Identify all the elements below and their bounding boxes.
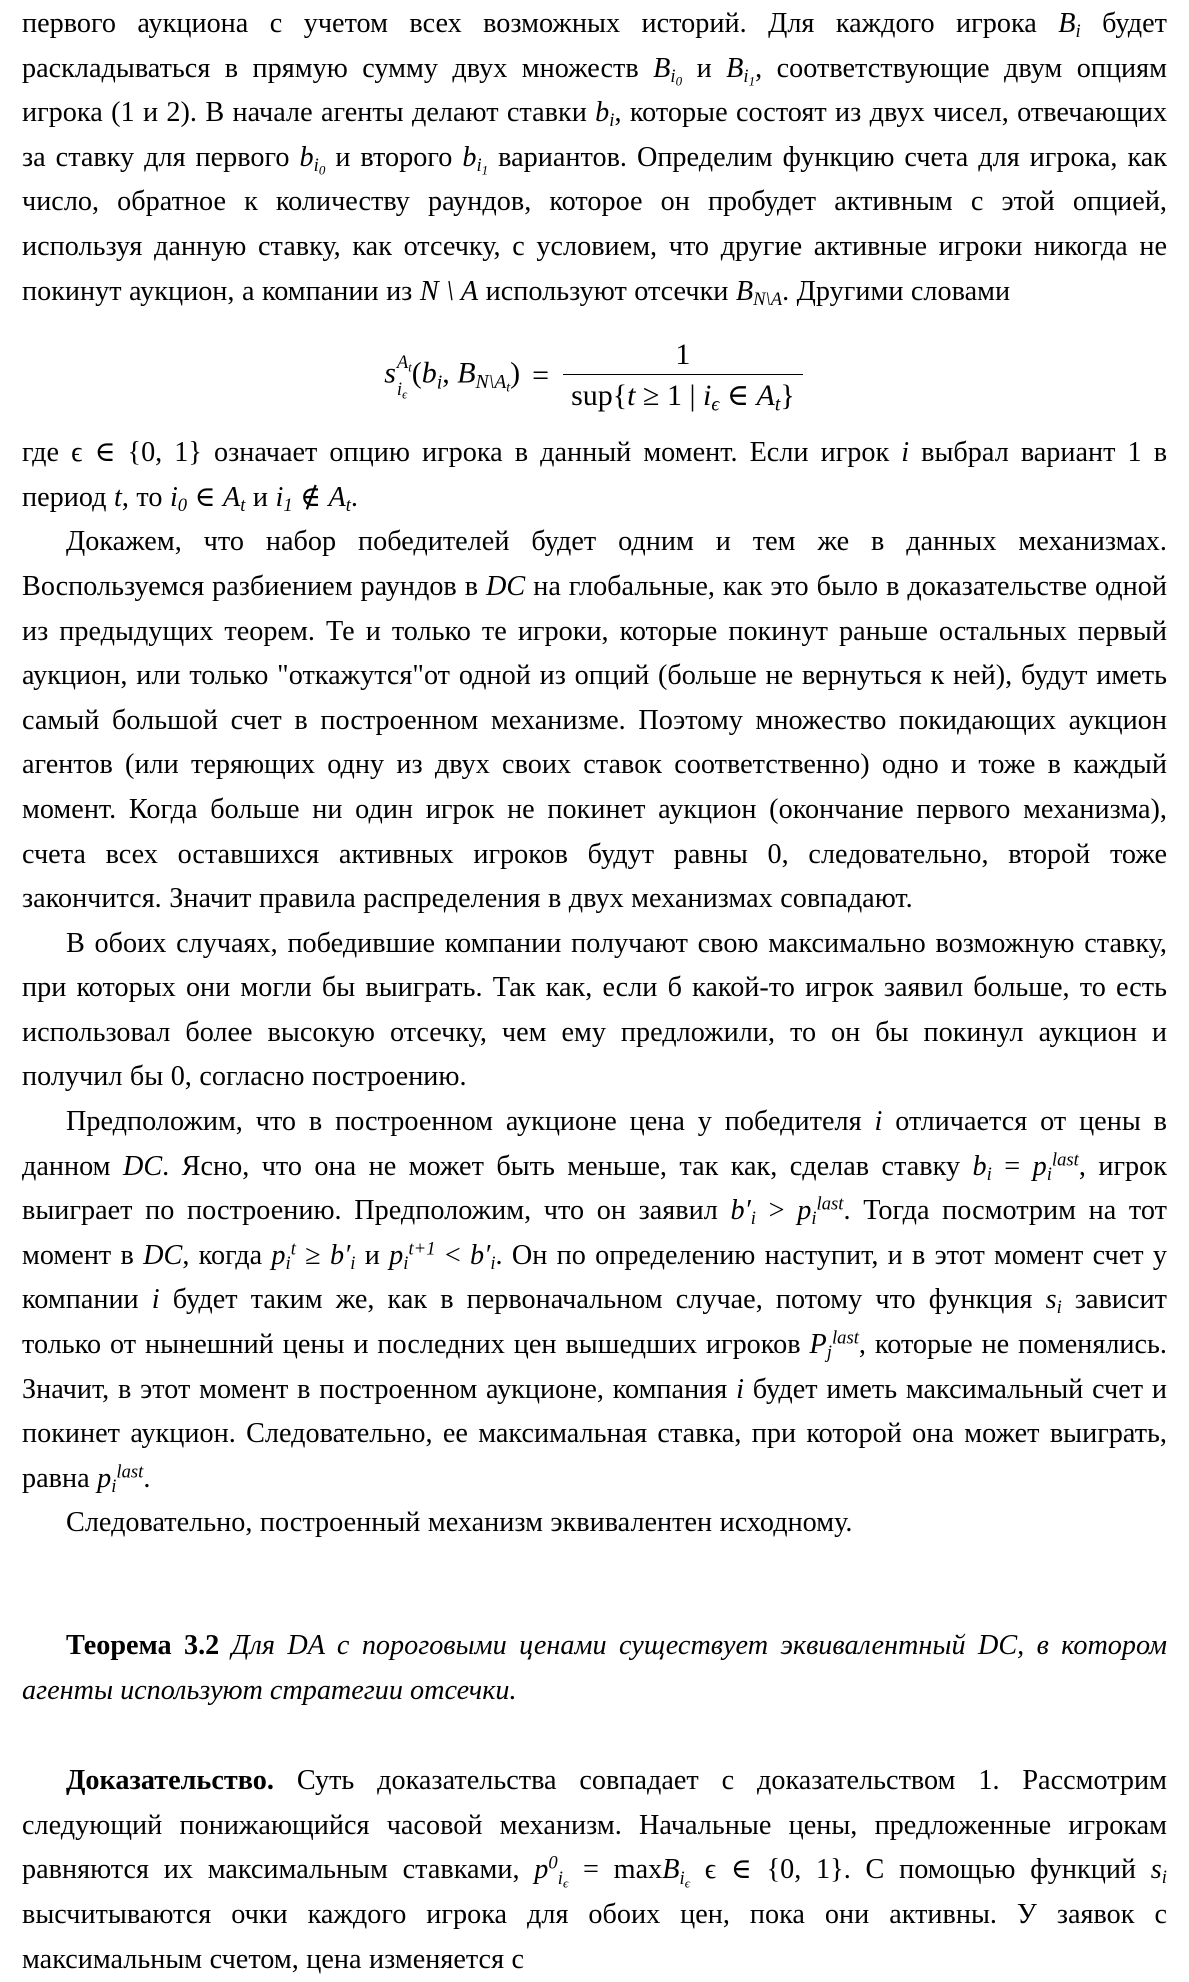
text-run: высчитываются очки каждого игрока для обоих цен, пока они активны. У заявок с максимальным счетом, цена изменяется с: [22, 1898, 1167, 1975]
equals-sign: =: [532, 358, 550, 392]
math-pit-ge-bprime: $p_i^t \ge b'_i$: [271, 1238, 356, 1275]
text-run: где: [22, 437, 72, 469]
text-run: . Тогда посмотрим на тот момент в: [22, 1195, 1167, 1271]
paragraph-3: [22, 520, 1167, 921]
paragraph-5: [22, 1100, 1167, 1501]
math-i: i: [901, 437, 910, 469]
text-run: вариантов. Определим функцию счета для игрока, как число, обратное к количеству раундов, которое он пробудет активным с этой опцией, используя данную ставку, как отсечку, с условием, что другие активные игроки никогда не покинут аукцион, а компании из: [22, 141, 1167, 307]
text-run: . Он по определению наступит, и в этот момент счет у компании: [22, 1239, 1167, 1316]
text-run: . С помощью функций: [843, 1854, 1151, 1886]
text-run: , которые не поменялись. Значит, в этот момент в построенном аукционе, компания: [22, 1329, 1167, 1405]
math-s-i: $s_i$: [1045, 1284, 1062, 1319]
math-B-i: $B_i$: [1058, 8, 1081, 43]
fraction-denominator: sup{t ≥ 1 | $i_\epsilon$ ∈ $A_t$}: [571, 379, 795, 416]
text-run: . Ясно, что она не может быть меньше, так как, сделав ставку: [162, 1150, 973, 1182]
text-run: , в котором агенты используют стратегии отсечки.: [22, 1630, 1167, 1706]
proof-block: [22, 1759, 1167, 1982]
text-run: В обоих случаях, победившие компании получают свою максимально возможную ставку, при которых они могли бы выиграть. Так как, если б какой-то игрок заявил больше, то есть использовал более высокую отсечку, чем ему предложили, то он бы покинул аукцион и получил бы 0, согласно построению.: [22, 927, 1167, 1093]
section-spacer: [22, 1546, 1167, 1624]
text-run: Для: [219, 1630, 288, 1661]
math-s-i: $s_i$: [1150, 1854, 1167, 1889]
math-DC: DC: [143, 1239, 183, 1271]
proof-label: Доказательство.: [66, 1765, 274, 1797]
math-epsilon-set: ϵ ∈ {0, 1}: [71, 437, 202, 469]
math-i: i: [874, 1106, 883, 1138]
text-run: , то: [121, 481, 170, 513]
paragraph-1: [22, 2, 1167, 314]
text-run: используют отсечки: [478, 275, 736, 307]
text-run: .: [350, 481, 358, 513]
math-b-i: $b_i$: [595, 97, 615, 132]
math-DC: DC: [122, 1150, 163, 1182]
theorem-label: Теорема 3.2: [66, 1630, 220, 1661]
math-i0-in-At: $i_0$ ∈ $A_t$: [169, 481, 246, 516]
paragraph-2: [22, 431, 1167, 520]
text-run: Предположим, что в построенном аукционе цена у победителя: [66, 1106, 875, 1138]
text-run: Следовательно, построенный механизм эквивалентен исходному.: [66, 1507, 853, 1539]
text-run: , игрок выиграет по построению. Предположим, что он заявил: [22, 1150, 1167, 1227]
math-i1-notin-At: $i_1$ ∉ $A_t$: [275, 481, 351, 516]
fraction-numerator: 1: [675, 338, 691, 372]
equation-lhs: s $A_t$ $i_\epsilon$ ($b_i$, $B_{N\backslash At}$): [384, 351, 521, 402]
paragraph-6: [22, 1501, 1167, 1546]
math-P-j-last: $P_j^{last}$: [809, 1327, 859, 1364]
math-b-i0: $b_{i0}$: [299, 141, 326, 178]
text-run: и: [355, 1239, 390, 1271]
text-run: будет раскладываться в прямую сумму двух множеств: [22, 8, 1167, 84]
text-run: Суть доказательства совпадает с доказательством 1. Рассмотрим следующий понижающийся часовой механизм. Начальные цены, предложенные игрокам равняются их максимальным ставками,: [22, 1765, 1167, 1886]
math-i: i: [151, 1284, 160, 1316]
math-N-minus-A: N \ A: [419, 275, 479, 307]
text-run: будет иметь максимальный счет и покинет аукцион. Следовательно, ее максимальная ставка, при которой она может выиграть, равна: [22, 1373, 1168, 1494]
math-pit1-lt-bprime: $p_i^{t+1} < b'_i$: [389, 1238, 496, 1275]
equation-row: [384, 338, 805, 416]
paragraph-4: [22, 922, 1167, 1100]
text-run: . Другими словами: [782, 275, 1011, 307]
text-run: и: [245, 481, 276, 513]
math-p-i-last: $p_i^{last}$: [97, 1461, 144, 1498]
math-set-01: {0, 1}: [766, 1854, 844, 1886]
display-equation: [22, 338, 1167, 416]
math-bprime-gt-pi-last: $b'_i > p_i^{last}$: [730, 1193, 844, 1230]
math-DC: DC: [977, 1630, 1018, 1661]
math-B-i1: $B_{i1}$: [726, 52, 756, 89]
text-run: первого аукциона с учетом всех возможных историй. Для каждого игрока: [22, 8, 1059, 39]
theorem-3-2: [22, 1624, 1167, 1713]
math-bi-eq-pi-last: $b_i = p_i^{last}$: [972, 1148, 1079, 1185]
math-B-NA: $B_{N\backslash A}$: [735, 275, 783, 310]
text-run: , которые состоят из двух чисел, отвечающих за ставку для первого: [22, 97, 1168, 173]
text-run: означает опцию игрока в данный момент. Если игрок: [201, 437, 902, 469]
text-run: , соответствующие двум опциям игрока (1 и 2). В начале агенты делают ставки: [22, 52, 1167, 129]
text-run: и: [682, 52, 727, 84]
fraction: [563, 338, 803, 416]
text-run: на глобальные, как это было в доказательстве одной из предыдущих теорем. Те и только те игроки, которые покинут раньше остальных первый аукцион, или только "откажутся"от одной из опций (больше не вернуться к ней), будут иметь самый большой счет в построенном механизме. Поэтому множество покидающих аукцион агентов (или теряющих одну из двух своих ставок соответственно) одно и тоже в каждый момент. Когда больше ни один игрок не покинет аукцион (окончание первого механизма), счета всех оставшихся активных игроков будут равны 0, следовательно, второй тоже закончится. Значит правила распределения в двух механизмах совпадают.: [22, 570, 1167, 915]
text-run: зависит только от нынешний цены и последних цен вышедших игроков: [22, 1284, 1167, 1361]
text-run: Докажем, что набор победителей будет одним и тем же в данных механизмах. Воспользуемся разбиением раундов в: [22, 526, 1167, 602]
text-run: .: [143, 1462, 151, 1494]
script-stack: $A_t$ $i_\epsilon$: [396, 351, 412, 402]
math-DC: DC: [486, 570, 526, 602]
math-t: t: [113, 481, 122, 513]
text-run: с пороговыми ценами существует эквивалентный: [324, 1630, 978, 1661]
proof-spacer: [22, 1713, 1167, 1759]
text-run: отличается от цены в данном: [22, 1106, 1167, 1182]
text-run: и второго: [325, 141, 463, 173]
math-i: i: [736, 1373, 744, 1405]
math-B-i0: $B_{i0}$: [653, 52, 683, 89]
text-run: , когда: [182, 1239, 272, 1271]
math-DA: DA: [287, 1630, 325, 1661]
text-run: будет таким же, как в первоначальном случае, потому что функция: [159, 1284, 1046, 1316]
math-b-i1: $b_{i1}$: [462, 141, 489, 178]
math-p0-i-eps: $p^0_{i\epsilon} = \max B_{i\epsilon}$ ϵ ∈: [534, 1852, 767, 1890]
text-run: выбрал вариант 1 в период: [22, 437, 1168, 513]
